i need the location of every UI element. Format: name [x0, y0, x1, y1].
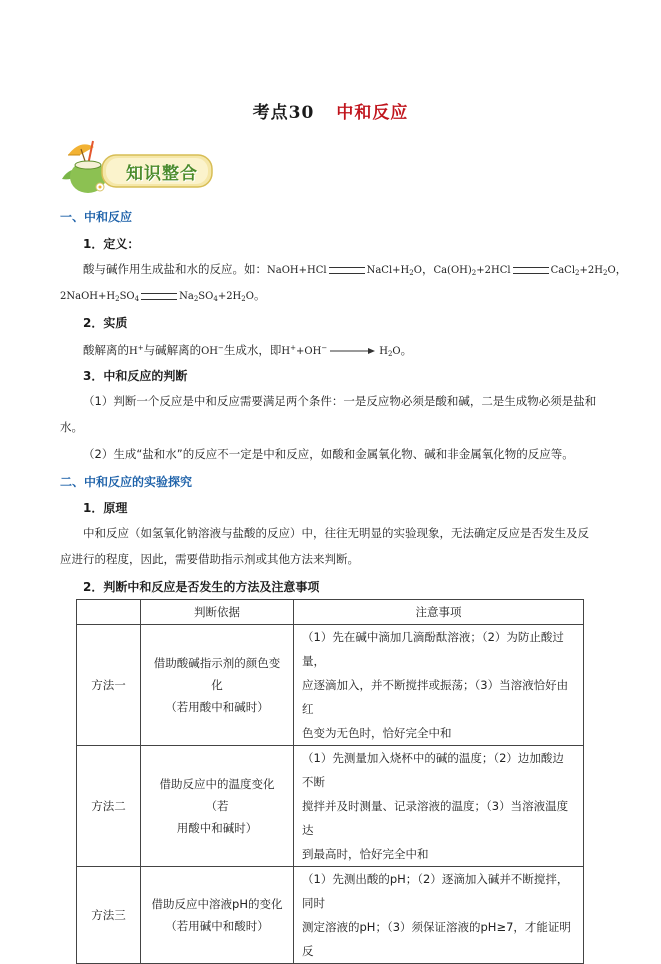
reaction-arrow-icon — [330, 347, 376, 355]
ionic-equation: H++OH− — [281, 344, 328, 357]
definition-text: 酸与碱作用生成盐和水的反应。如：NaOH+HCl $NaCl+H_2O$，$Ca(OH)_2+2HCl$ $CaCl_2+2H_2O$， — [83, 262, 628, 277]
badge-label: 知识整合 — [126, 164, 198, 184]
definition-lead: 酸与碱作用生成盐和水的反应。如： — [83, 262, 267, 276]
topic-name: 中和反应 — [336, 103, 409, 123]
knowledge-badge — [60, 135, 216, 197]
judge-heading: 3．中和反应的判断 — [83, 369, 188, 383]
judge-point-1: （1）判断一个反应是中和反应需要满足两个条件：一是反应物必须是酸和碱，二是生成物必须是盐和 — [83, 394, 597, 408]
note-cell: （1）先在碱中滴加几滴酚酞溶液；（2）为防止酸过量， 应逐滴加入，并不断搅拌或振荡；（3）当溶液恰好由红 色变为无色时，恰好完全中和 — [294, 625, 584, 746]
method-cell: 方法三 — [77, 867, 141, 964]
essence-heading: 2．实质 — [83, 316, 128, 330]
basis-cell: 借助反应中的温度变化（若 用酸中和碱时） — [141, 746, 294, 867]
note-cell: （1）先测量加入烧杯中的碱的温度；（2）边加酸边不断 搅拌并及时测量、记录溶液的温度；（3）当溶液温度达 到最高时，恰好完全中和 — [294, 746, 584, 867]
method-cell: 方法二 — [77, 746, 141, 867]
equation-naoh-h2so4: $2NaOH+H_2SO_4$ $Na_2SO_4+2H_2O$ — [60, 291, 254, 303]
table-header-row — [77, 600, 584, 625]
judge-point-1-cont: 水。 — [60, 420, 83, 434]
table-header-cell: 判断依据 — [141, 600, 294, 625]
note-cell: （1）先测出酸的pH；（2）逐滴加入碱并不断搅拌，同时 测定溶液的pH；（3）须保证溶液的pH≥7，才能证明反 — [294, 867, 584, 964]
essence-text: 酸解离的H+与碱解离的OH−生成水，即H++OH− $H_2O$。 — [83, 343, 413, 358]
table-header-cell: 注意事项 — [294, 600, 584, 625]
basis-cell: 借助酸碱指示剂的颜色变化 （若用酸中和碱时） — [141, 625, 294, 746]
method-heading: 2．判断中和反应是否发生的方法及注意事项 — [83, 580, 320, 594]
judge-point-2: （2）生成“盐和水”的反应不一定是中和反应，如酸和金属氧化物、碱和非金属氧化物的反应等。 — [83, 447, 574, 461]
page-title — [0, 98, 661, 123]
section-1-heading: 一、中和反应 — [60, 210, 133, 224]
principle-heading: 1．原理 — [83, 501, 128, 515]
definition-text-line2: $2NaOH+H_2SO_4$ $Na_2SO_4+2H_2O$。 — [60, 288, 266, 303]
topic-number: 考点30 — [252, 103, 315, 123]
principle-text: 中和反应（如氢氧化钠溶液与盐酸的反应）中，往往无明显的实验现象，无法确定反应是否发生及反 — [83, 526, 589, 540]
method-table — [76, 599, 584, 964]
table-row — [77, 867, 584, 964]
definition-heading: 1．定义： — [83, 237, 140, 251]
equation-naoh-hcl: NaOH+HCl $NaCl+H_2O$ — [267, 265, 422, 277]
method-cell: 方法一 — [77, 625, 141, 746]
section-2-heading: 二、中和反应的实验探究 — [60, 475, 193, 489]
equation-caoh2-hcl: $Ca(OH)_2+2HCl$ $CaCl_2+2H_2O$ — [433, 265, 616, 277]
table-row — [77, 746, 584, 867]
principle-text-cont: 应进行的程度，因此，需要借助指示剂或其他方法来判断。 — [60, 552, 359, 566]
table-row — [77, 625, 584, 746]
basis-cell: 借助反应中溶液pH的变化 （若用碱中和酸时） — [141, 867, 294, 964]
table-header-cell — [77, 600, 141, 625]
